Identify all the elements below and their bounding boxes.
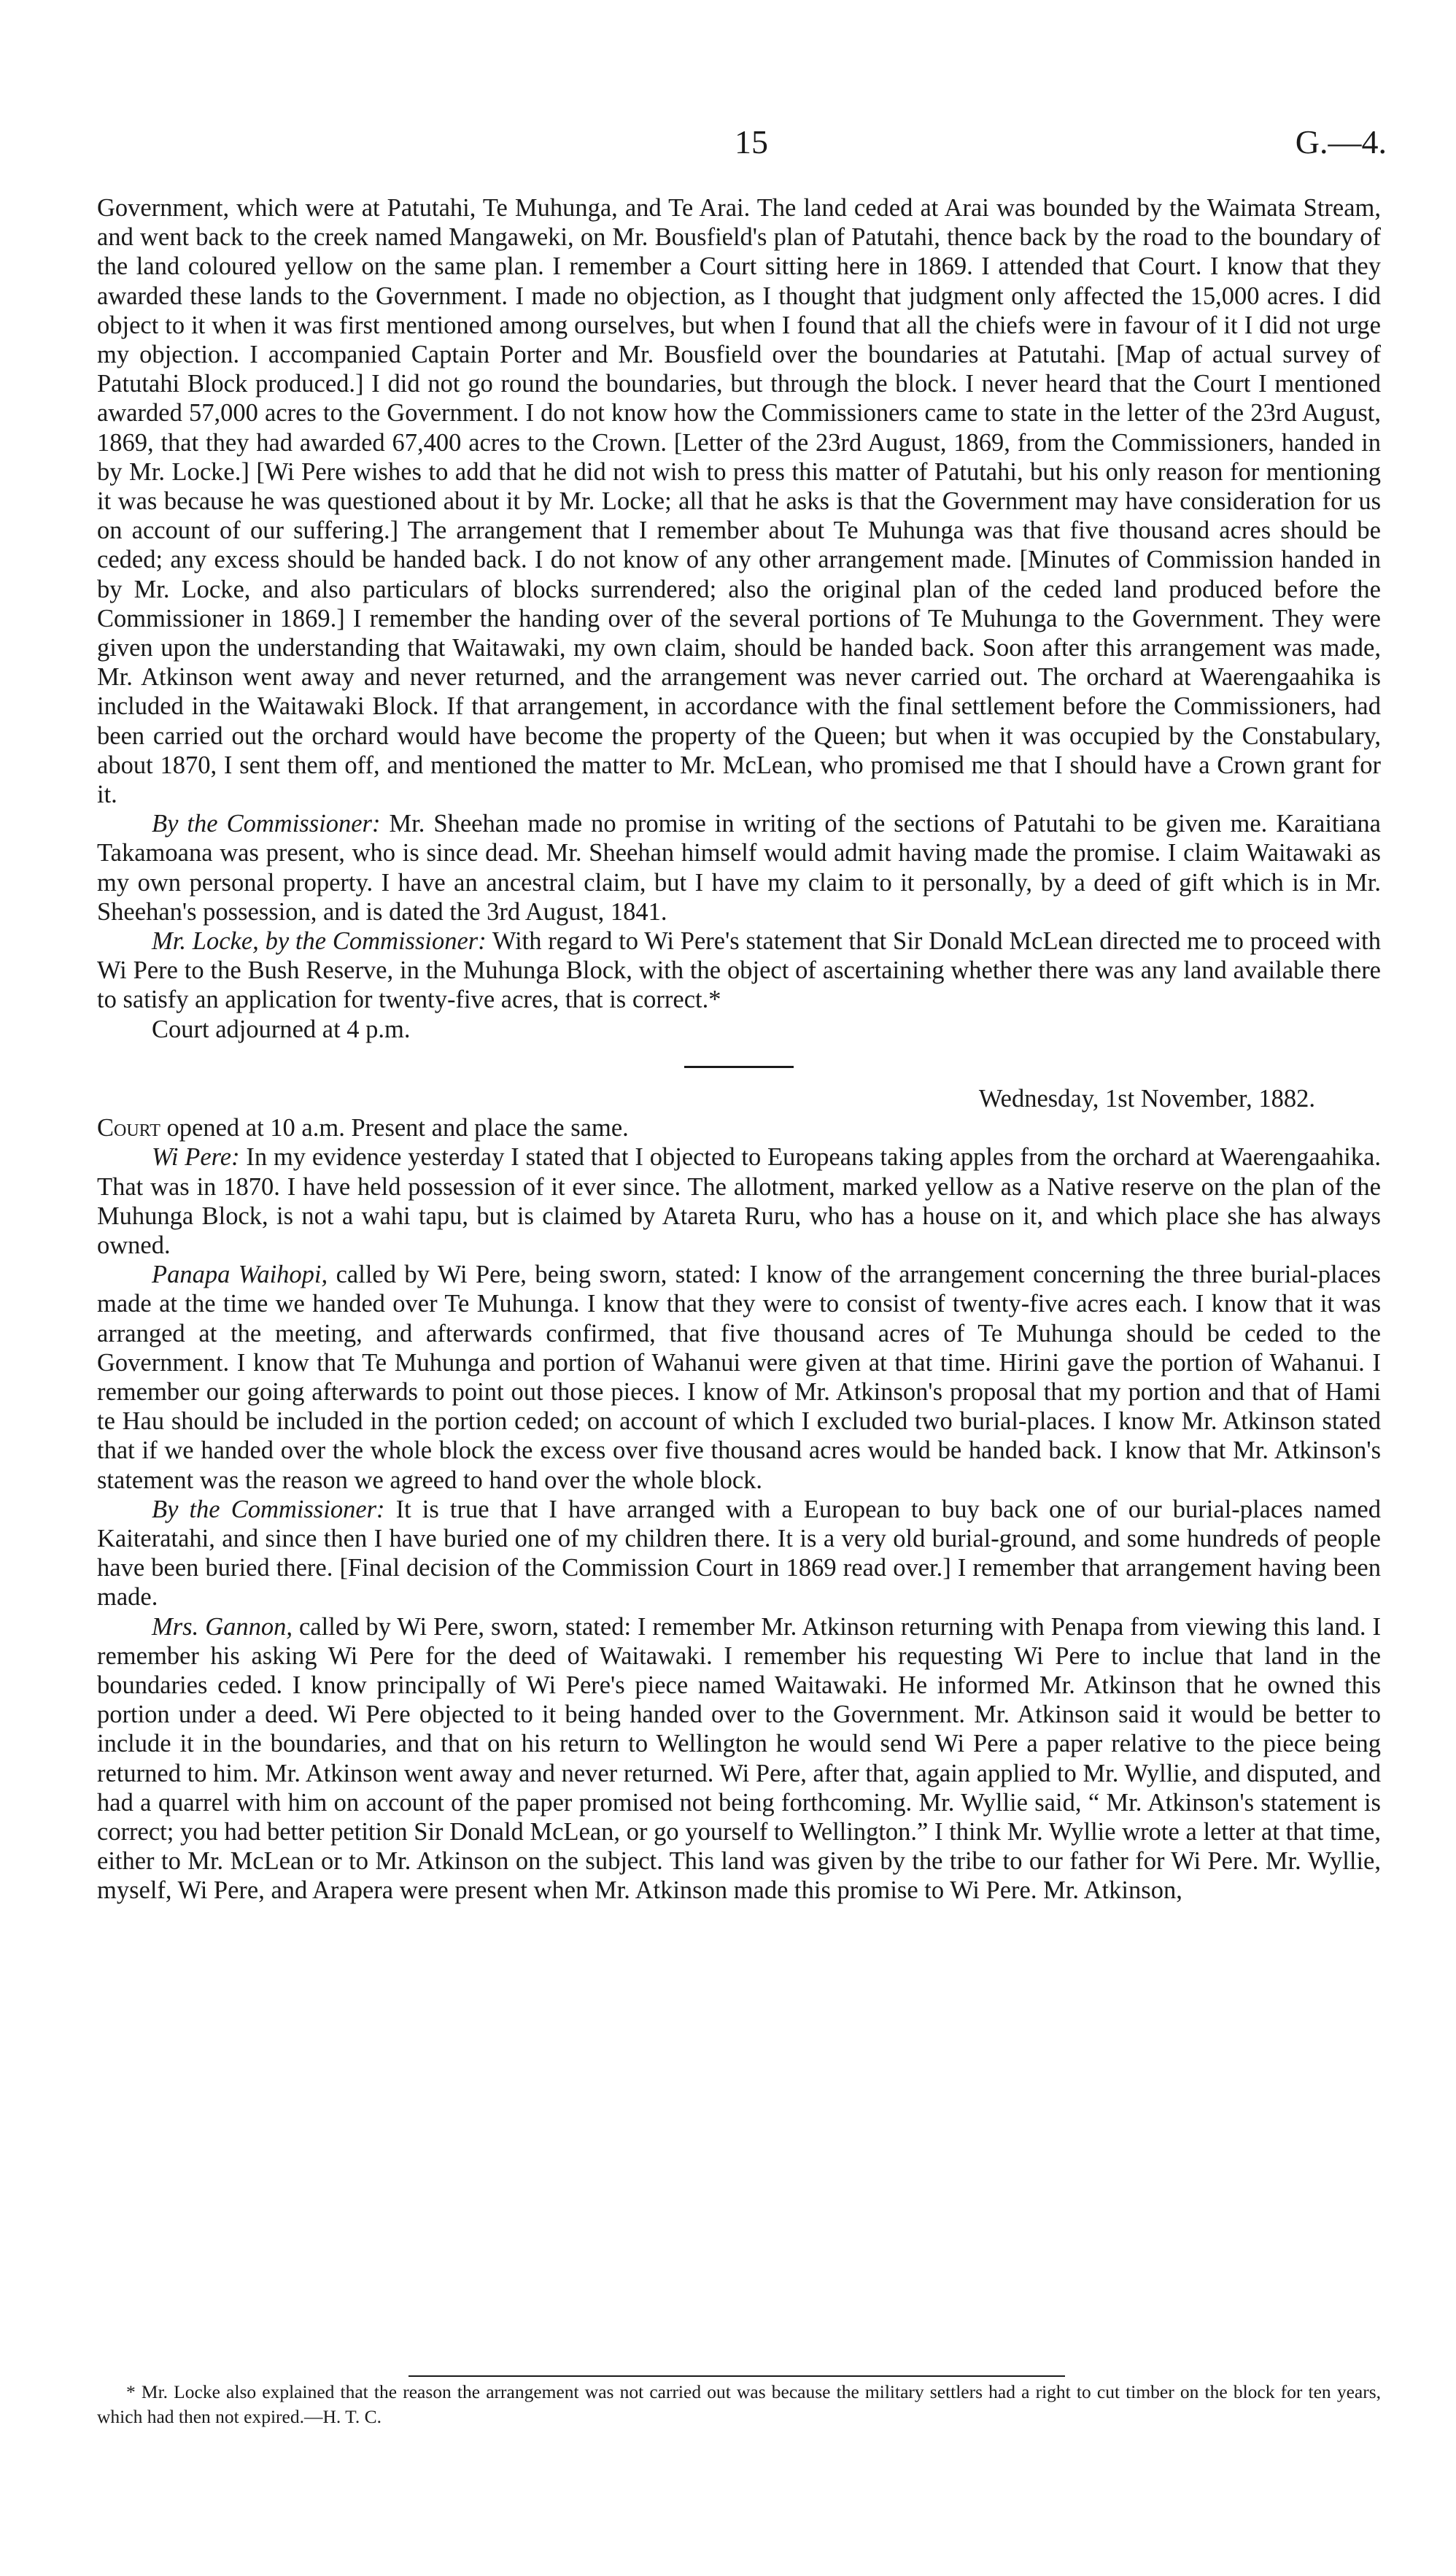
adjournment-note: Court adjourned at 4 p.m. bbox=[152, 1015, 411, 1043]
speaker-lead: Mr. Locke, by the Commissioner: bbox=[152, 927, 487, 956]
document-reference: G.—4. bbox=[1295, 123, 1387, 160]
paragraph-text: With regard to Wi Pere's statement that Sir Donald McLean directed me to proceed with Wi Pere to the Bush Reserve, in the Muhunga Block, with the object of ascertaining whether there was any land available there to satisfy an application for twenty-five acres, that is correct.* bbox=[97, 927, 1381, 1014]
paragraph bbox=[97, 1260, 1381, 1495]
footnote-divider bbox=[408, 2375, 1065, 2377]
speaker-lead: Panapa Waihopi, bbox=[152, 1261, 328, 1289]
section-divider bbox=[684, 1066, 794, 1068]
paragraph-text: Mr. Sheehan made no promise in writing of the sections of Patutahi to be given me. Karaitiana Takamoana was present, who is since dead. Mr. Sheehan himself would admit having made the promise. I claim Waitawaki as my own personal property. I have an ancestral claim, but I have my claim to it personally, by a deed of gift which is in Mr. Sheehan's possession, and is dated the 3rd August, 1841. bbox=[97, 810, 1381, 926]
paragraph-text: opened at 10 a.m. Present and place the same. bbox=[160, 1114, 629, 1142]
paragraph-text: called by Wi Pere, being sworn, stated: I know of the arrangement concerning the three burial-places made at the time we handed over Te Muhunga. I know that they were to consist of twenty-five acres each. I know that it was arranged at the meeting, and afterwards confirmed, that five thousand acres of Te Muhunga should be ceded to the Government. I know that Te Muhunga and portion of Wahanui were given at that time. Hirini gave the portion of Wahanui. I remember our going afterwards to point out those pieces. I know of Mr. Atkinson's proposal that my portion and that of Hami te Hau should be included in the portion ceded; on account of which I excluded two burial-places. I know Mr. Atkinson stated that if we handed over the whole block the excess over five thousand acres would be handed back. I know that Mr. Atkinson's statement was the reason we agreed to hand over the whole block. bbox=[97, 1261, 1381, 1494]
paragraph bbox=[97, 1612, 1381, 1906]
dateline: Wednesday, 1st November, 1882. bbox=[978, 1084, 1315, 1113]
speaker-lead: Mrs. Gannon, bbox=[152, 1612, 293, 1641]
body-text bbox=[97, 193, 1381, 1906]
paragraph-text: It is true that I have arranged with a European to buy back one of our burial-places named Kaiteratahi, and since then I have buried one of my children there. It is a very old burial-ground, and some hundreds of people have been buried there. [Final decision of the Commission Court in 1869 read over.] I remember that arrangement having been made. bbox=[97, 1495, 1381, 1612]
paragraph bbox=[97, 809, 1381, 927]
court-lead: Court bbox=[97, 1114, 160, 1142]
paragraph bbox=[97, 1113, 1381, 1142]
page-number: 15 bbox=[735, 123, 768, 160]
footnote: * Mr. Locke also explained that the reason the arrangement was not carried out was because the military settlers had a right to cut timber on the block for ten years, which had then not expired.—H. T. C. bbox=[97, 2381, 1381, 2427]
paragraph-text: In my evidence yesterday I stated that I objected to Europeans taking apples from the orchard at Waerengaahika. That was in 1870. I have held possession of it ever since. The allotment, marked yellow as a Native reserve on the plan of the Muhunga Block, is not a wahi tapu, but is claimed by Atareta Ruru, who has a house on it, and which place she has always owned. bbox=[97, 1143, 1381, 1259]
paragraph-text: called by Wi Pere, sworn, stated: I remember Mr. Atkinson returning with Penapa from viewing this land. I remember his asking Wi Pere for the deed of Waitawaki. I remember his requesting Wi Pere to inclue that land in the boundaries ceded. I know principally of Wi Pere's piece named Waitawaki. He informed Mr. Atkinson that he owned this portion under a deed. Wi Pere objected to it being handed over to the Government. Mr. Atkinson said it would be better to include it in the boundaries, and that on his return to Wellington he would send Wi Pere a paper relative to the piece being returned to him. Mr. Atkinson went away and never returned. Wi Pere, after that, again applied to Mr. Wyllie, and disputed, and had a quarrel with him on account of the paper promised not being forthcoming. Mr. Wyllie said, “ Mr. Atkinson's statement is correct; you had better petition Sir Donald McLean, or go yourself to Wellington.” I think Mr. Wyllie wrote a letter at that time, either to Mr. McLean or to Mr. Atkinson on the subject. This land was given by the tribe to our father for Wi Pere. Mr. Wyllie, myself, Wi Pere, and Arapera were present when Mr. Atkinson made this promise to Wi Pere. Mr. Atkinson, bbox=[97, 1612, 1382, 1905]
paragraph bbox=[97, 927, 1381, 1015]
speaker-lead: By the Commissioner: bbox=[152, 1495, 385, 1523]
paragraph-text: Government, which were at Patutahi, Te Muhunga, and Te Arai. The land ceded at Arai was bounded by the Waimata Stream, and went back to the creek named Mangaweki, on Mr. Bousfield's plan of Patutahi, thence back by the road to the boundary of the land coloured yellow on the same plan. I remember a Court sitting here in 1869. I attended that Court. I know that they awarded these lands to the Government. I made no objection, as I thought that judgment only affected the 15,000 acres. I did object to it when it was first mentioned among ourselves, but when I found that all the chiefs were in favour of it I did not urge my objection. I accompanied Captain Porter and Mr. Bousfield over the boundaries at Patutahi. [Map of actual survey of Patutahi Block produced.] I did not go round the boundaries, but through the block. I never heard that the Court I mentioned awarded 57,000 acres to the Government. I do not know how the Commissioners came to state in the letter of the 23rd August, 1869, that they had awarded 67,400 acres to the Crown. [Letter of the 23rd August, 1869, from the Commissioners, handed in by Mr. Locke.] [Wi Pere wishes to add that he did not wish to press this matter of Patutahi, but his only reason for mentioning it was because he was questioned about it by Mr. Locke; all that he asks is that the Government may have consideration for us on account of our suffering.] The arrangement that I remember about Te Muhunga was that five thousand acres should be ceded; any excess should be handed back. I do not know of any other arrangement made. [Minutes of Commission handed in by Mr. Locke, and also particulars of blocks surrendered; also the original plan of the ceded land produced before the Commissioner in 1869.] I remember the handing over of the several portions of Te Muhunga to the Government. They were given upon the understanding that Waitawaki, my own claim, should be handed back. Soon after this arrangement was made, Mr. Atkinson went away and never returned, and the arrangement was never carried out. The orchard at Waerengaahika is included in the Waitawaki Block. If that arrangement, in accordance with the final settlement before the Commissioners, had been carried out the orchard would have become the property of the Queen; but when it was occupied by the Constabulary, about 1870, I sent them off, and mentioned the matter to Mr. McLean, who promised me that I should have a Crown grant for it. bbox=[97, 194, 1381, 809]
speaker-lead: By the Commissioner: bbox=[152, 810, 381, 838]
speaker-lead: Wi Pere: bbox=[152, 1143, 240, 1172]
paragraph bbox=[97, 1142, 1381, 1260]
paragraph bbox=[97, 1495, 1381, 1612]
paragraph bbox=[97, 193, 1381, 809]
